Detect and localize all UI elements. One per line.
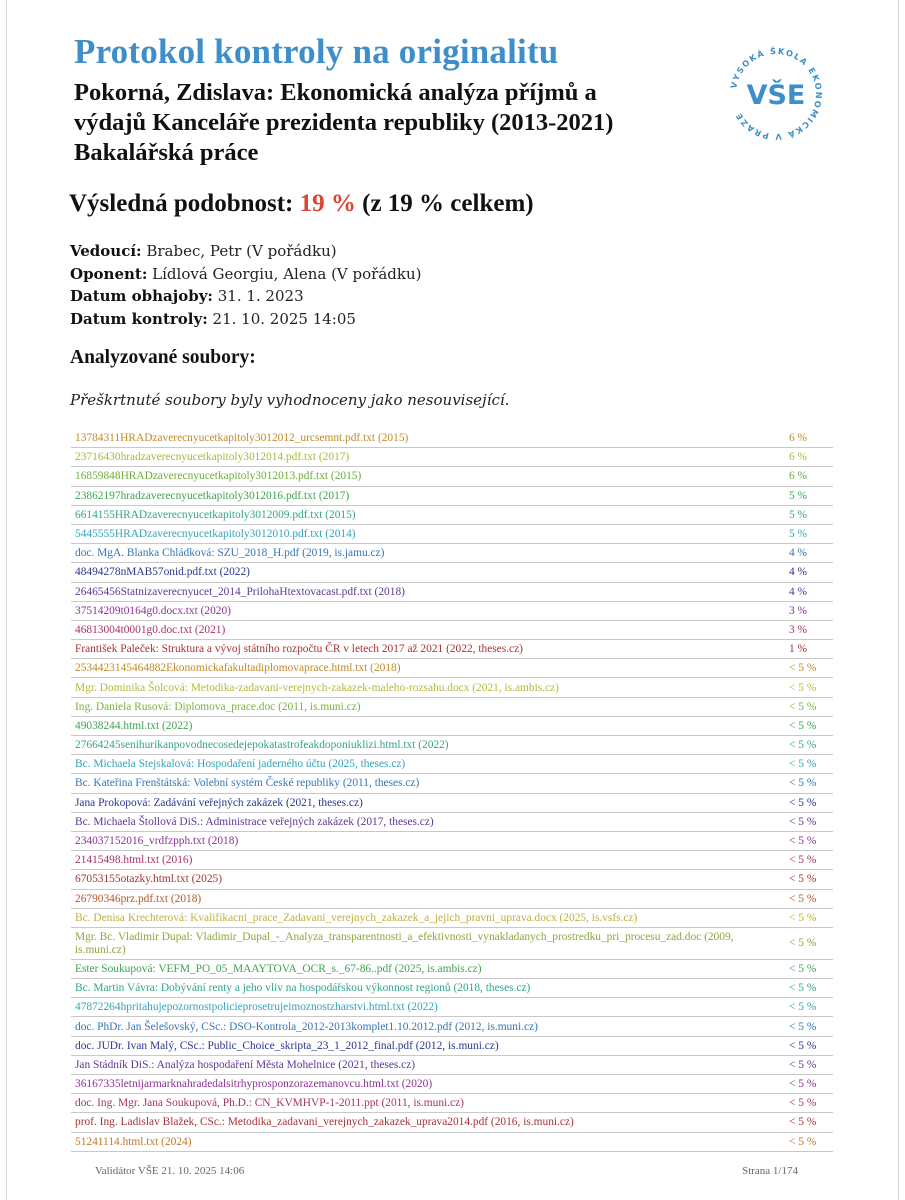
footer-validator: Validátor VŠE 21. 10. 2025 14:06 bbox=[95, 1165, 245, 1177]
file-row[interactable] bbox=[71, 928, 833, 960]
meta-defense-date: Datum obhajoby: 31. 1. 2023 bbox=[70, 287, 304, 305]
footer-page-number: Strana 1/174 bbox=[742, 1165, 798, 1177]
file-row[interactable] bbox=[71, 583, 833, 602]
similarity-percent: 19 % bbox=[299, 190, 356, 217]
file-name[interactable]: Bc. Michaela Štollová DiS.: Administrace veřejných zakázek (2017, theses.cz) bbox=[75, 815, 434, 828]
thesis-meta bbox=[70, 240, 421, 330]
file-name[interactable]: 47872264hpritahujepozornostpolicieprosetrujeimoznostzharstvi.html.txt (2022) bbox=[75, 1001, 438, 1014]
file-similarity: 3 % bbox=[789, 604, 808, 617]
file-name[interactable]: prof. Ing. Ladislav Blažek, CSc.: Metodika_zadavani_verejnych_zakazek_uprava2014.pdf (2016, is.muni.cz) bbox=[75, 1116, 574, 1129]
thesis-title-line-2: výdajů Kanceláře prezidenta republiky (2013-2021) bbox=[74, 109, 614, 136]
file-row[interactable] bbox=[71, 1094, 833, 1113]
file-row[interactable] bbox=[71, 979, 833, 998]
file-similarity: 3 % bbox=[789, 623, 808, 636]
file-row[interactable] bbox=[71, 960, 833, 979]
logo-ring-text: VYSOKÁ ŠKOLA EKONOMICKÁ V PRAZE bbox=[728, 45, 825, 143]
file-name[interactable]: Jana Prokopová: Zadávání veřejných zakázek (2021, theses.cz) bbox=[75, 796, 363, 809]
file-name[interactable]: Mgr. Bc. Vladimir Dupal: Vladimir_Dupal_-_Analyza_transparentnosti_a_efektivnosti_vynakladanych_prostredku_pri_procesu_zad.doc (2009, is.muni.cz) bbox=[75, 930, 734, 956]
file-similarity: 4 % bbox=[789, 547, 808, 560]
file-name[interactable]: 26465456Statnizaverecnyucet_2014_PrilohaHtextovacast.pdf.txt (2018) bbox=[75, 585, 405, 598]
file-row[interactable] bbox=[71, 525, 833, 544]
file-similarity: < 5 % bbox=[789, 815, 817, 828]
strikethrough-note: Přeškrtnuté soubory byly vyhodnoceny jako nesouvisející. bbox=[70, 391, 510, 409]
file-similarity: 4 % bbox=[789, 585, 808, 598]
file-similarity: < 5 % bbox=[789, 982, 817, 995]
file-similarity: 1 % bbox=[789, 643, 808, 656]
file-similarity: < 5 % bbox=[789, 1001, 817, 1014]
file-similarity: < 5 % bbox=[789, 911, 817, 924]
file-similarity: < 5 % bbox=[789, 719, 817, 732]
vse-logo-icon bbox=[722, 40, 830, 148]
file-similarity: 4 % bbox=[789, 566, 808, 579]
meta-opponent: Oponent: Lídlová Georgiu, Alena (V pořádku) bbox=[70, 264, 422, 283]
file-row[interactable] bbox=[71, 870, 833, 889]
file-row[interactable] bbox=[71, 998, 833, 1017]
file-name[interactable]: doc. MgA. Blanka Chládková: SZU_2018_H.pdf (2019, is.jamu.cz) bbox=[75, 547, 385, 560]
file-row[interactable] bbox=[71, 890, 833, 909]
analyzed-files-heading: Analyzované soubory: bbox=[70, 347, 256, 368]
file-name[interactable]: 13784311HRADzaverecnyucetkapitoly3012012_urcsemnt.pdf.txt (2015) bbox=[75, 432, 409, 445]
file-similarity: < 5 % bbox=[789, 1116, 817, 1129]
file-row[interactable] bbox=[71, 774, 833, 793]
file-name[interactable]: 48494278nMAB57onid.pdf.txt (2022) bbox=[75, 566, 250, 579]
file-row[interactable] bbox=[71, 909, 833, 928]
file-similarity: 5 % bbox=[789, 489, 808, 502]
file-name[interactable]: Jan Stádník DiS.: Analýza hospodaření Města Mohelnice (2021, theses.cz) bbox=[75, 1058, 416, 1071]
file-row[interactable] bbox=[71, 1133, 833, 1152]
file-name[interactable]: 16859848HRADzaverecnyucetkapitoly3012013.pdf.txt (2015) bbox=[75, 470, 362, 483]
thesis-type: Bakalářská práce bbox=[74, 139, 259, 166]
file-row[interactable] bbox=[71, 506, 833, 525]
file-row[interactable] bbox=[71, 851, 833, 870]
file-row[interactable] bbox=[71, 563, 833, 582]
file-name[interactable]: Bc. Denisa Krechterová: Kvalifikacni_prace_Zadavani_verejnych_zakazek_a_jejich_pravni_uprava.docx (2025, is.vsfs.cz) bbox=[75, 911, 638, 924]
file-name[interactable]: Ester Soukupová: VEFM_PO_05_MAAYTOVA_OCR_s._67-86..pdf (2025, is.ambis.cz) bbox=[75, 962, 482, 975]
file-similarity: < 5 % bbox=[789, 1097, 817, 1110]
file-name[interactable]: 21415498.html.txt (2016) bbox=[75, 854, 193, 867]
file-row[interactable] bbox=[71, 544, 833, 563]
page-edge-left bbox=[6, 0, 7, 1200]
file-similarity: < 5 % bbox=[789, 1039, 817, 1052]
file-row[interactable] bbox=[71, 1017, 833, 1036]
similarity-label: Výsledná podobnost: bbox=[69, 190, 294, 217]
file-name[interactable]: Mgr. Dominika Šolcová: Metodika-zadavani-verejnych-zakazek-maleho-rozsahu.docx (2021, is.ambis.cz) bbox=[75, 681, 559, 694]
file-name[interactable]: Bc. Martin Vávra: Dobývání renty a jeho vliv na hospodářskou výkonnost regionů (2018, theses.cz) bbox=[75, 982, 531, 995]
file-similarity: < 5 % bbox=[789, 1058, 817, 1071]
file-similarity: < 5 % bbox=[789, 662, 817, 675]
file-name[interactable]: 27664245senihurikanpovodnecosedejepokatastrofeakdoponiuklizi.html.txt (2022) bbox=[75, 739, 449, 752]
file-name[interactable]: 26790346prz.pdf.txt (2018) bbox=[75, 892, 202, 905]
file-name[interactable]: 5445555HRADzaverecnyucetkapitoly3012010.pdf.txt (2014) bbox=[75, 528, 356, 541]
file-row[interactable] bbox=[71, 832, 833, 851]
file-row[interactable] bbox=[71, 467, 833, 486]
analyzed-files-table bbox=[71, 429, 833, 1152]
file-similarity: < 5 % bbox=[789, 796, 817, 809]
file-similarity: 6 % bbox=[789, 432, 808, 445]
page-title: Protokol kontroly na originalitu bbox=[74, 32, 559, 71]
file-similarity: < 5 % bbox=[789, 873, 817, 886]
similarity-result bbox=[69, 190, 534, 218]
file-row[interactable] bbox=[71, 813, 833, 832]
file-similarity: < 5 % bbox=[789, 937, 817, 950]
file-row[interactable] bbox=[71, 1075, 833, 1094]
meta-check-date: Datum kontroly: 21. 10. 2025 14:05 bbox=[70, 309, 356, 328]
file-name[interactable]: doc. Ing. Mgr. Jana Soukupová, Ph.D.: CN_KVMHVP-1-2011.ppt (2011, is.muni.cz) bbox=[75, 1097, 464, 1110]
file-name[interactable]: 2534423145464882Ekonomickafakultadiplomovaprace.html.txt (2018) bbox=[75, 662, 401, 675]
file-name[interactable]: 51241114.html.txt (2024) bbox=[75, 1135, 192, 1148]
page-edge-right bbox=[898, 0, 899, 1200]
file-similarity: 5 % bbox=[789, 528, 808, 541]
file-row[interactable] bbox=[71, 698, 833, 717]
file-name[interactable]: Bc. Kateřina Frenštátská: Volební systém České republiky (2011, theses.cz) bbox=[75, 777, 420, 790]
file-similarity: < 5 % bbox=[789, 854, 817, 867]
file-name[interactable]: 49038244.html.txt (2022) bbox=[75, 719, 193, 732]
thesis-title bbox=[74, 78, 734, 168]
file-row[interactable] bbox=[71, 794, 833, 813]
file-row[interactable] bbox=[71, 1037, 833, 1056]
similarity-total: (z 19 % celkem) bbox=[362, 190, 534, 217]
file-similarity: < 5 % bbox=[789, 962, 817, 975]
file-similarity: 6 % bbox=[789, 470, 808, 483]
file-name[interactable]: Bc. Michaela Stejskalová: Hospodaření jaderného účtu (2025, theses.cz) bbox=[75, 758, 406, 771]
file-name[interactable]: 46813004t0001g0.doc.txt (2021) bbox=[75, 623, 226, 636]
file-name[interactable]: 234037152016_vrdfzpph.txt (2018) bbox=[75, 835, 239, 848]
file-name[interactable]: 36167335letnijarmarknahradedalsitrhyprosponzorazemanovcu.html.txt (2020) bbox=[75, 1078, 433, 1091]
file-row[interactable] bbox=[71, 487, 833, 506]
file-similarity: < 5 % bbox=[789, 892, 817, 905]
file-similarity: < 5 % bbox=[789, 1078, 817, 1091]
file-row[interactable] bbox=[71, 640, 833, 659]
thesis-title-line-1: Pokorná, Zdislava: Ekonomická analýza příjmů a bbox=[74, 79, 597, 106]
file-name[interactable]: František Paleček: Struktura a vývoj státního rozpočtu ČR v letech 2017 až 2021 (2022, theses.cz) bbox=[75, 643, 523, 656]
file-similarity: 5 % bbox=[789, 508, 808, 521]
file-similarity: < 5 % bbox=[789, 1020, 817, 1033]
file-name[interactable]: 23716430hradzaverecnyucetkapitoly3012014.pdf.txt (2017) bbox=[75, 451, 350, 464]
file-similarity: < 5 % bbox=[789, 1135, 817, 1148]
file-row[interactable] bbox=[71, 659, 833, 678]
file-name[interactable]: doc. PhDr. Jan Šelešovský, CSc.: DSO-Kontrola_2012-2013komplet1.10.2012.pdf (2012, is.muni.cz) bbox=[75, 1020, 538, 1033]
file-name[interactable]: doc. JUDr. Ivan Malý, CSc.: Public_Choice_skripta_23_1_2012_final.pdf (2012, is.muni.cz) bbox=[75, 1039, 499, 1052]
file-row[interactable] bbox=[71, 717, 833, 736]
file-similarity: < 5 % bbox=[789, 758, 817, 771]
file-row[interactable] bbox=[71, 678, 833, 697]
file-name[interactable]: 6614155HRADzaverecnyucetkapitoly3012009.pdf.txt (2015) bbox=[75, 508, 356, 521]
file-similarity: < 5 % bbox=[789, 739, 817, 752]
file-row[interactable] bbox=[71, 1113, 833, 1132]
file-row[interactable] bbox=[71, 736, 833, 755]
file-similarity: < 5 % bbox=[789, 835, 817, 848]
file-name[interactable]: 37514209t0164g0.docx.txt (2020) bbox=[75, 604, 231, 617]
file-row[interactable] bbox=[71, 1056, 833, 1075]
file-row[interactable] bbox=[71, 429, 833, 448]
file-row[interactable] bbox=[71, 621, 833, 640]
file-similarity: 6 % bbox=[789, 451, 808, 464]
file-row[interactable] bbox=[71, 448, 833, 467]
file-row[interactable] bbox=[71, 602, 833, 621]
file-similarity: < 5 % bbox=[789, 777, 817, 790]
file-name[interactable]: 23862197hradzaverecnyucetkapitoly3012016.pdf.txt (2017) bbox=[75, 489, 350, 502]
file-row[interactable] bbox=[71, 755, 833, 774]
logo-mark: VŠE bbox=[746, 80, 806, 111]
file-name[interactable]: 67053155otazky.html.txt (2025) bbox=[75, 873, 223, 886]
meta-supervisor: Vedoucí: Brabec, Petr (V pořádku) bbox=[70, 242, 337, 260]
file-similarity: < 5 % bbox=[789, 700, 817, 713]
file-name[interactable]: Ing. Daniela Rusová: Diplomova_prace.doc (2011, is.muni.cz) bbox=[75, 700, 361, 713]
file-similarity: < 5 % bbox=[789, 681, 817, 694]
